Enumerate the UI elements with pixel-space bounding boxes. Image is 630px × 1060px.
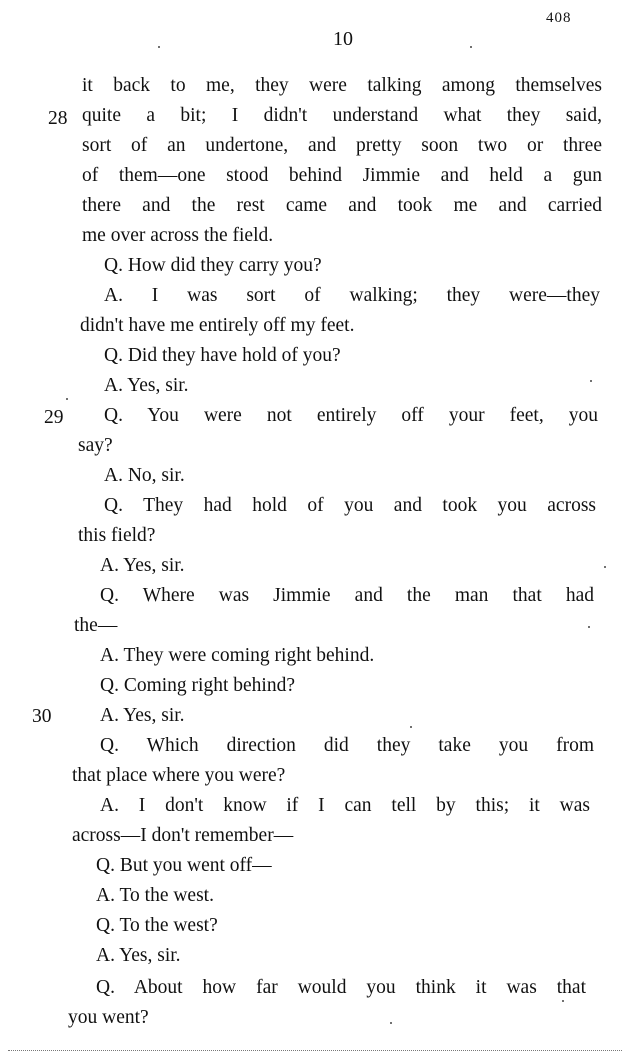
answer-line: A. Yes, sir. [100,705,185,726]
answer-line: A. Yes, sir. [104,375,189,396]
scan-speck [410,726,412,728]
transcript-line: the— [74,615,118,636]
scan-speck [390,1022,392,1024]
answer-line: A. No, sir. [104,465,185,486]
scan-speck [158,46,160,48]
transcript-line: that place where you were? [72,765,286,786]
scan-speck [66,398,68,400]
question-line: Q. Which direction did they take you from [100,735,594,756]
margin-line-number: 29 [44,407,64,428]
question-line: Q. They had hold of you and took you across [104,495,596,516]
question-line: Q. How did they carry you? [104,255,322,276]
transcript-line: say? [78,435,113,456]
transcript-line: it back to me, they were talking among themselves [82,75,602,96]
transcript-line: sort of an undertone, and pretty soon two or three [82,135,602,156]
answer-line: A. To the west. [96,885,214,906]
transcript-line: of them—one stood behind Jimmie and held a gun [82,165,602,186]
question-line: Q. Coming right behind? [100,675,295,696]
scan-speck [470,46,472,48]
transcript-line: this field? [78,525,156,546]
question-line: Q. To the west? [96,915,218,936]
corner-page-mark: 408 [546,10,572,26]
answer-line: A. I don't know if I can tell by this; it was [100,795,590,816]
page-bottom-edge [8,1050,622,1051]
transcript-line: you went? [68,1007,149,1028]
scan-speck [604,566,606,568]
transcript-line: quite a bit; I didn't understand what they said, [82,105,602,126]
question-line: Q. About how far would you think it was that [96,977,586,998]
margin-line-number: 30 [32,706,52,727]
transcript-line: me over across the field. [82,225,274,246]
transcript-line: there and the rest came and took me and carried [82,195,602,216]
answer-line: A. Yes, sir. [100,555,185,576]
transcript-line: across—I don't remember— [72,825,294,846]
scan-speck [562,1000,564,1002]
scan-speck [588,626,590,628]
question-line: Q. You were not entirely off your feet, you [104,405,598,426]
answer-line: A. They were coming right behind. [100,645,375,666]
scan-speck [590,380,592,382]
answer-line: A. Yes, sir. [96,945,181,966]
margin-line-number: 28 [48,108,68,129]
question-line: Q. Where was Jimmie and the man that had [100,585,594,606]
answer-line: A. I was sort of walking; they were—they [104,285,600,306]
question-line: Q. But you went off— [96,855,272,876]
page-number: 10 [333,28,353,50]
transcript-line: didn't have me entirely off my feet. [80,315,355,336]
question-line: Q. Did they have hold of you? [104,345,341,366]
